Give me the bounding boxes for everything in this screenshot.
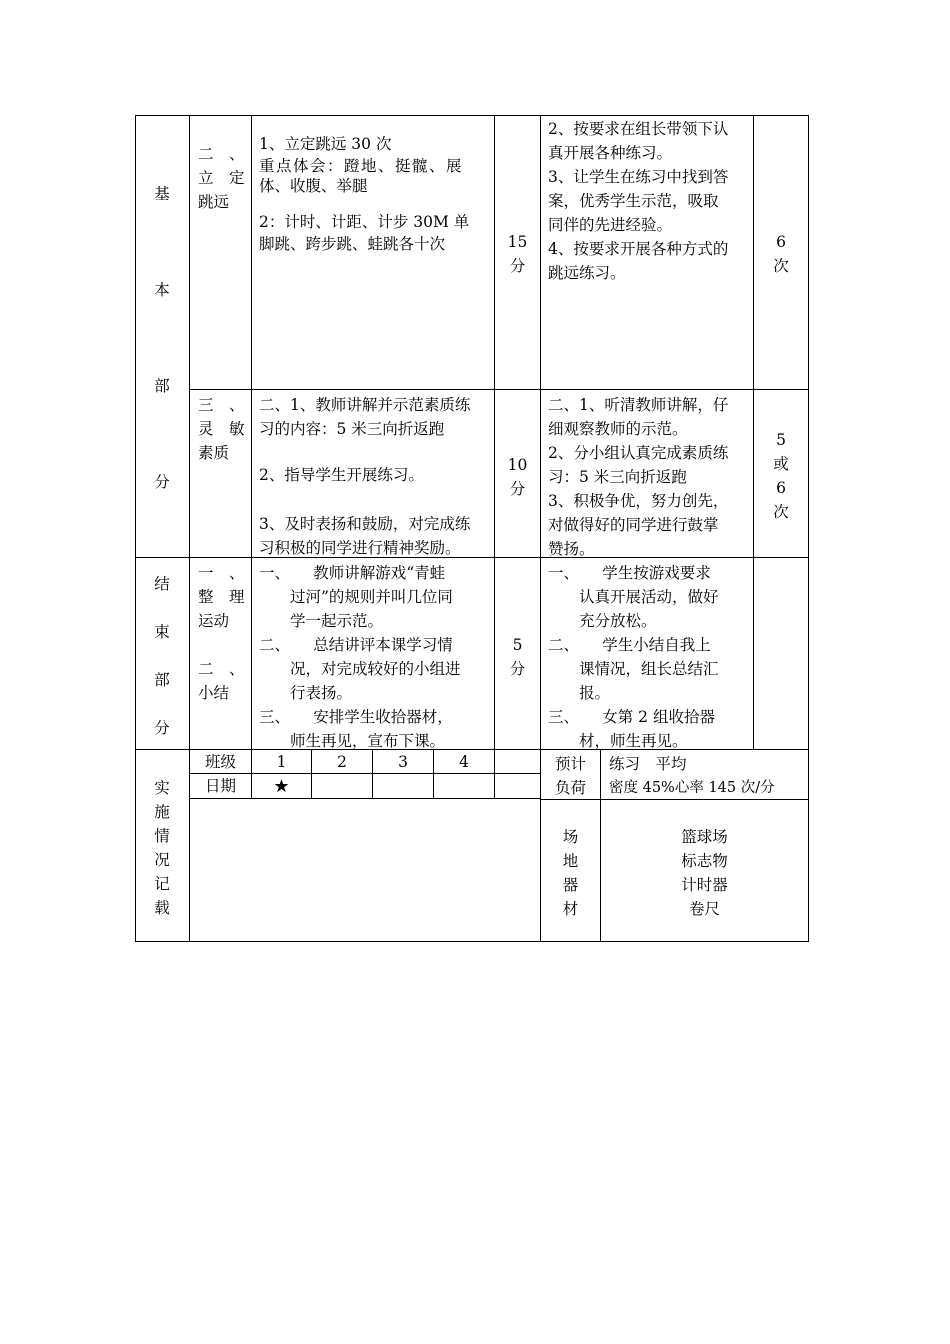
student-activity-line: 3、积极争优，努力创先， [548,492,729,510]
load-value-line: 密度 45%心率 145 次/分 [609,780,775,796]
section-label-implementation-char: 况 [154,851,170,869]
student-activity-line: 真开展各种练习。 [548,144,673,162]
venue-item: 卷尺 [688,900,720,918]
student-activity-line: 案，优秀学生示范，吸取 [548,192,719,210]
repetition-count: 5 [776,431,786,449]
section-label-implementation-char: 载 [154,899,170,917]
repetition-unit: 次 [773,257,789,275]
student-activity-line: 二、1、听清教师讲解，仔 [548,396,729,414]
section-label-basic-char: 基 [154,185,170,203]
item-name-line: 小结 [198,684,230,702]
item-name-line: 二 、 [198,145,245,163]
student-activity-line: 跳远练习。 [548,264,626,282]
item-name-line: 三 、 [198,396,245,414]
student-activity-line: 同伴的先进经验。 [548,216,673,234]
load-label-line: 预计 [554,755,586,773]
section-label-implementation-char: 施 [154,803,170,821]
repetition-count: 6 [776,233,786,251]
item-name-line: 运动 [198,612,230,630]
class-number: 1 [276,753,287,771]
item-name-line: 一 、 [198,564,245,582]
teacher-content-line: 习积极的同学进行精神奖励。 [259,539,461,557]
repetition-count: 6 [776,479,786,497]
venue-label-char: 地 [562,852,579,870]
student-activity-line: 课情况，组长总结汇 [548,660,719,678]
student-activity-line: 4、按要求开展各种方式的 [548,240,729,258]
teacher-content-line: 2、指导学生开展练习。 [259,466,424,484]
teacher-content-line: 脚跳、跨步跳、蛙跳各十次 [259,235,446,253]
section-label-implementation-char: 记 [154,875,170,893]
load-value-line: 练习 平均 [609,755,687,773]
teacher-content-line: 二、1、教师讲解并示范素质练 [259,396,471,414]
venue-label-char: 场 [562,828,579,846]
student-activity-line: 二、 学生小结自我上 [548,636,711,654]
student-activity-line: 3、让学生在练习中找到答 [548,168,729,186]
student-activity-line: 习：5 米三向折返跑 [548,468,687,486]
teacher-content-line: 学一起示范。 [259,612,384,630]
time-unit: 分 [509,660,526,678]
class-label: 班级 [204,753,236,771]
teacher-content-line: 一、 教师讲解游戏“青蛙 [259,564,446,582]
student-activity-line: 充分放松。 [548,612,657,630]
time-value: 10 [507,456,528,474]
teacher-content-line: 重点体会：蹬地、挺髋、展 [259,157,464,175]
venue-item: 篮球场 [681,828,728,846]
teacher-content-line: 习的内容：5 米三向折返跑 [259,420,445,438]
date-label: 日期 [204,777,236,795]
time-unit: 分 [509,480,526,498]
teacher-content-line: 3、及时表扬和鼓励，对完成练 [259,515,471,533]
teacher-content-line: 过河”的规则并叫几位同 [259,588,453,606]
load-label-line: 负荷 [554,779,586,797]
class-number: 3 [398,753,408,771]
item-name-line: 灵 敏 [198,420,245,438]
student-activity-line: 认真开展活动，做好 [548,588,719,606]
teacher-content-line: 况，对完成较好的小组进 [259,660,461,678]
section-label-ending-char: 束 [154,623,170,641]
teacher-content-line: 行表扬。 [259,684,353,702]
class-number: 4 [459,753,469,771]
teacher-content-line: 三、 安排学生收拾器材， [259,708,453,726]
venue-label-char: 材 [562,900,579,918]
student-activity-line: 三、 女第 2 组收拾器 [548,708,715,726]
item-name-line: 整 理 [198,588,245,606]
student-activity-line: 报。 [548,684,611,702]
section-label-ending-char: 结 [154,575,170,593]
time-unit: 分 [509,257,526,275]
teacher-content-line: 2：计时、计距、计步 30M 单 [259,213,470,231]
student-activity-line: 2、分小组认真完成素质练 [548,444,729,462]
teacher-content-line: 二、 总结讲评本课学习情 [259,636,453,654]
item-name-line: 跳远 [198,193,230,211]
venue-item: 计时器 [681,876,728,894]
teacher-content-line: 师生再见，宣布下课。 [259,732,446,750]
student-activity-line: 细观察教师的示范。 [548,420,688,438]
student-activity-line: 一、 学生按游戏要求 [548,564,711,582]
section-label-basic-char: 本 [154,281,170,299]
section-label-implementation-char: 情 [154,827,170,845]
star-icon: ★ [273,776,290,797]
time-value: 5 [512,636,523,654]
class-number: 2 [337,753,347,771]
student-activity-line: 对做得好的同学进行鼓掌 [548,516,719,534]
item-name-line: 二 、 [198,660,245,678]
student-activity-line: 2、按要求在组长带领下认 [548,120,729,138]
section-label-ending-char: 分 [154,719,170,737]
teacher-content-line: 体、收腹、举腿 [259,177,368,195]
venue-item: 标志物 [681,852,728,870]
student-activity-line: 赞扬。 [548,540,595,558]
section-label-ending-char: 部 [154,671,170,689]
teacher-content-line: 1、立定跳远 30 次 [259,135,392,153]
student-activity-line: 材，师生再见。 [548,732,688,750]
item-name-line: 立 定 [198,169,245,187]
item-name-line: 素质 [198,444,230,462]
venue-label-char: 器 [562,876,579,894]
section-label-basic-char: 部 [154,377,170,395]
section-label-implementation-char: 实 [154,779,170,797]
section-label-basic-char: 分 [154,473,170,491]
time-value: 15 [507,233,528,251]
repetition-count: 或 [773,455,789,473]
repetition-unit: 次 [773,503,789,521]
